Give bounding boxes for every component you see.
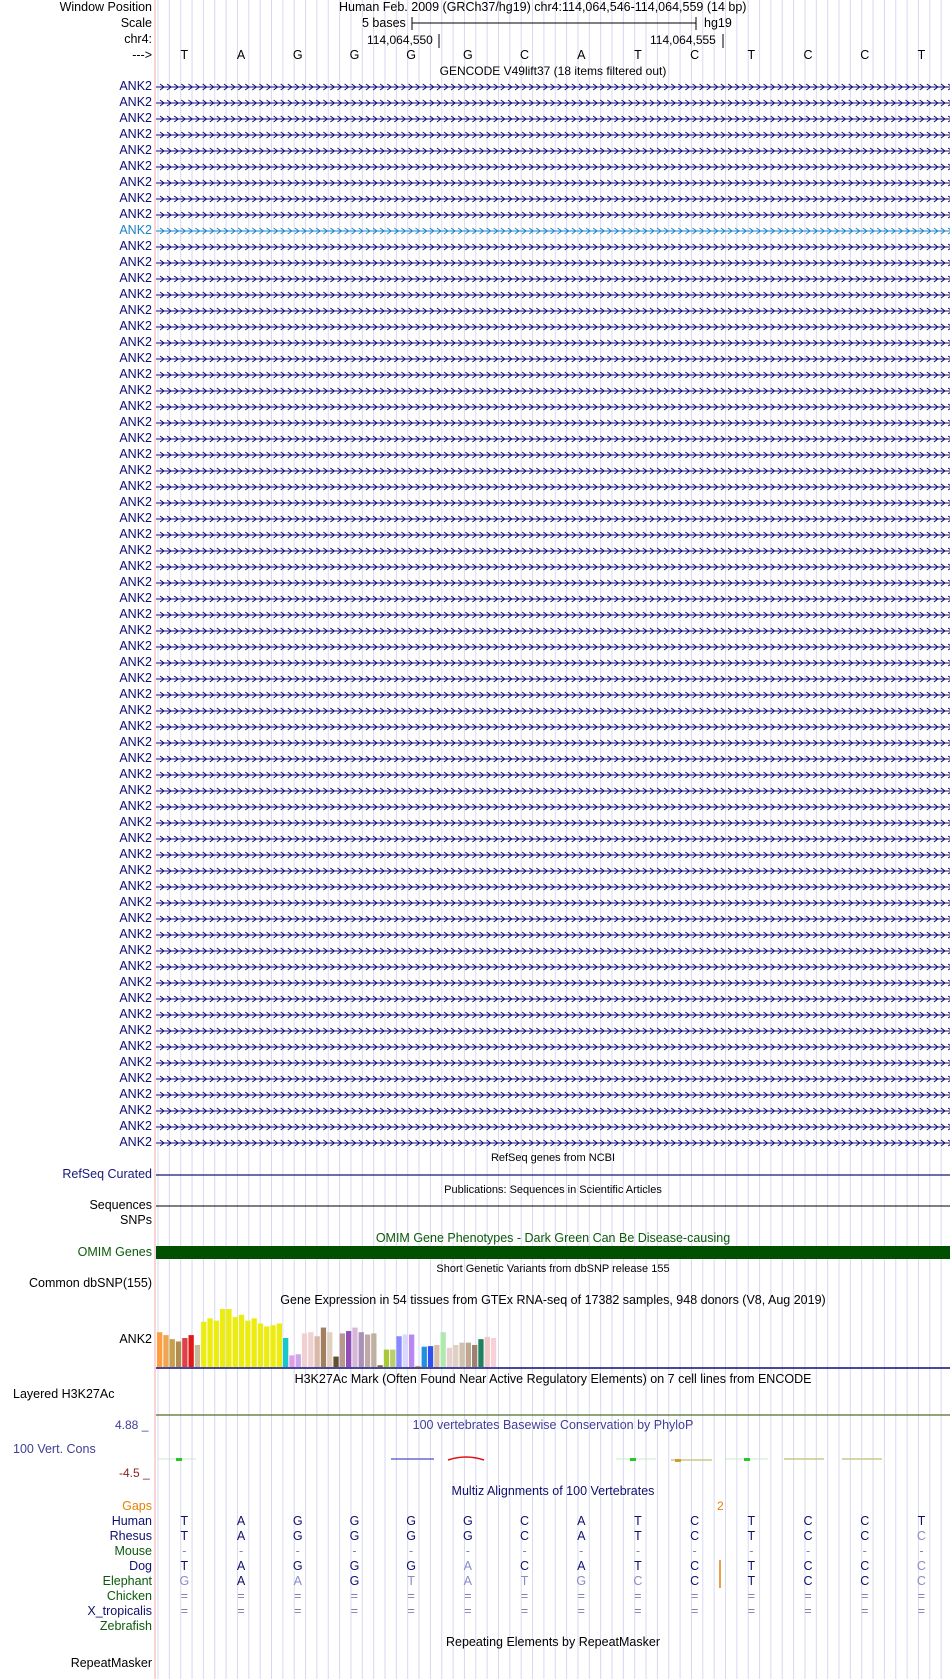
alignment-base: C (803, 1529, 813, 1543)
gtex-tissue-bar (308, 1332, 313, 1367)
base-letter: C (803, 48, 813, 62)
alignment-base: - (352, 1544, 357, 1558)
alignment-base: = (747, 1589, 755, 1603)
alignment-base: T (180, 1529, 189, 1543)
gencode-row-label[interactable]: ANK2 (119, 1023, 152, 1037)
alignment-base: - (805, 1544, 811, 1558)
gencode-row-label[interactable]: ANK2 (119, 639, 152, 653)
alignment-base: C (860, 1529, 870, 1543)
alignment-base: T (747, 1514, 756, 1528)
gencode-row-label[interactable]: ANK2 (119, 335, 152, 349)
gencode-row-label[interactable]: ANK2 (119, 911, 152, 925)
base-letter: G (349, 48, 360, 62)
alignment-base: C (860, 1514, 870, 1528)
gencode-row-label[interactable]: ANK2 (119, 479, 152, 493)
alignment-base: T (747, 1559, 756, 1573)
gencode-row-label[interactable]: ANK2 (119, 1135, 152, 1149)
gencode-row-label[interactable]: ANK2 (119, 799, 152, 813)
gencode-row-label[interactable]: ANK2 (119, 1039, 152, 1053)
alignment-base: = (917, 1589, 926, 1603)
alignment-base: - (635, 1544, 641, 1558)
base-letter: T (917, 48, 926, 62)
alignment-base: T (407, 1574, 415, 1588)
gencode-row-label[interactable]: ANK2 (119, 303, 152, 317)
gencode-row-label[interactable]: ANK2 (119, 847, 152, 861)
gencode-row-label[interactable]: ANK2 (119, 111, 152, 125)
alignment-base: G (349, 1529, 360, 1543)
gtex-tissue-bar (163, 1335, 168, 1367)
gencode-row-label[interactable]: ANK2 (119, 319, 152, 333)
alignment-base: A (463, 1559, 473, 1573)
alignment-base: = (237, 1589, 245, 1603)
sequences-label[interactable]: Sequences (89, 1198, 152, 1212)
alignment-base: C (520, 1559, 530, 1573)
gap-count: 2 (717, 1499, 724, 1513)
scale-text: 5 bases (362, 16, 406, 30)
alignment-base: = (861, 1604, 869, 1618)
alignment-base: C (916, 1559, 926, 1573)
gtex-tissue-bar (239, 1315, 244, 1367)
gencode-row-label[interactable]: ANK2 (119, 591, 152, 605)
h3k27ac-label[interactable]: Layered H3K27Ac (13, 1387, 115, 1401)
gencode-row-label[interactable]: ANK2 (119, 543, 152, 557)
position-right: 114,064,555 (650, 33, 716, 47)
alignment-base: - (409, 1544, 414, 1558)
base-letter: T (634, 48, 642, 62)
gtex-tissue-bar (415, 1366, 420, 1367)
alignment-base: = (861, 1589, 869, 1603)
alignment-base: G (349, 1574, 360, 1588)
gtex-track-title[interactable]: Gene Expression in 54 tissues from GTEx RNA-seq of 17382 samples, 948 donors (V8, Aug 2019) (280, 1293, 826, 1307)
gap-marker (718, 1560, 722, 1590)
gencode-row-label[interactable]: ANK2 (119, 287, 152, 301)
species-label[interactable]: Rhesus (109, 1529, 152, 1543)
gtex-tissue-bar (371, 1333, 376, 1367)
gtex-tissue-bar (252, 1318, 257, 1367)
gtex-tissue-bar (189, 1335, 194, 1367)
gtex-tissue-bar (302, 1333, 307, 1367)
species-label[interactable]: X_tropicalis (87, 1604, 152, 1618)
gtex-tissue-bar (453, 1345, 458, 1367)
alignment-base: C (860, 1574, 870, 1588)
gtex-tissue-bar (233, 1317, 238, 1367)
gtex-tissue-bar (214, 1321, 219, 1367)
gencode-row-label[interactable]: ANK2 (119, 223, 152, 237)
gencode-row-label[interactable]: ANK2 (119, 255, 152, 269)
gtex-tissue-bar (277, 1324, 282, 1368)
base-letter: G (462, 48, 473, 62)
gencode-row-label[interactable]: ANK2 (119, 1087, 152, 1101)
alignment-base: C (803, 1574, 813, 1588)
alignment-base: G (349, 1514, 360, 1528)
gtex-tissue-bar (258, 1324, 263, 1368)
gencode-row-label[interactable]: ANK2 (119, 751, 152, 765)
alignment-base: A (577, 1514, 586, 1528)
gencode-row-label[interactable]: ANK2 (119, 863, 152, 877)
gencode-row-label[interactable]: ANK2 (119, 879, 152, 893)
refseq-label[interactable]: RefSeq Curated (62, 1167, 152, 1181)
gencode-row-label[interactable]: ANK2 (119, 831, 152, 845)
gtex-tissue-bar (485, 1337, 490, 1367)
alignment-base: T (634, 1559, 642, 1573)
alignment-base: T (520, 1574, 529, 1588)
gtex-tissue-bar (176, 1341, 181, 1367)
phylop-label[interactable]: 100 Vert. Cons (13, 1442, 96, 1456)
alignment-base: C (520, 1529, 530, 1543)
base-letter: C (690, 48, 700, 62)
alignment-base: = (180, 1604, 188, 1618)
species-label[interactable]: Dog (129, 1559, 152, 1573)
gencode-row-label[interactable]: ANK2 (119, 895, 152, 909)
alignment-base: = (350, 1604, 359, 1618)
repeatmasker-label[interactable]: RepeatMasker (70, 1656, 152, 1670)
gencode-row-label[interactable]: ANK2 (119, 607, 152, 621)
gencode-row-label[interactable]: ANK2 (119, 495, 152, 509)
gencode-row-label[interactable]: ANK2 (119, 623, 152, 637)
gtex-tissue-bar (340, 1333, 345, 1367)
base-letter: G (406, 48, 416, 62)
gencode-row-label[interactable]: ANK2 (119, 671, 152, 685)
alignment-base: = (917, 1604, 926, 1618)
multiz-track-title[interactable]: Multiz Alignments of 100 Vertebrates (451, 1484, 655, 1498)
base-letter: G (292, 48, 303, 62)
gtex-tissue-bar (396, 1336, 401, 1367)
alignment-base: C (803, 1559, 813, 1573)
scale-label: Scale (120, 16, 152, 30)
gencode-row-label[interactable]: ANK2 (119, 767, 152, 781)
gencode-row-label[interactable]: ANK2 (119, 527, 152, 541)
gencode-row-label[interactable]: ANK2 (119, 159, 152, 173)
gtex-tissue-bar (346, 1331, 351, 1367)
db-name: hg19 (704, 16, 732, 30)
refseq-line[interactable] (156, 1168, 950, 1182)
alignment-base: A (236, 1574, 246, 1588)
gtex-tissue-bar (365, 1335, 370, 1367)
gtex-tissue-bar (459, 1343, 464, 1367)
omim-gene-bar[interactable] (156, 1246, 950, 1259)
gencode-row-label[interactable]: ANK2 (119, 383, 152, 397)
gencode-row-label[interactable]: ANK2 (119, 79, 152, 93)
gencode-row-label[interactable]: ANK2 (119, 415, 152, 429)
gtex-tissue-bar (327, 1332, 332, 1367)
gtex-tissue-bar (466, 1343, 471, 1367)
publications-track-title[interactable]: Publications: Sequences in Scientific Articles (444, 1184, 662, 1196)
alignment-base: G (292, 1514, 303, 1528)
alignment-base: G (576, 1574, 587, 1588)
gtex-tissue-bar (352, 1328, 357, 1367)
alignment-base: G (462, 1529, 473, 1543)
alignment-base: C (690, 1529, 700, 1543)
base-letter: T (747, 48, 756, 62)
gencode-row-label[interactable]: ANK2 (119, 95, 152, 109)
alignment-base: = (407, 1589, 415, 1603)
gtex-tissue-bar (296, 1354, 301, 1367)
alignment-base: G (292, 1559, 303, 1573)
base-letter: T (180, 48, 189, 62)
gencode-row-label[interactable]: ANK2 (119, 367, 152, 381)
gencode-row-label[interactable]: ANK2 (119, 575, 152, 589)
gtex-tissue-bar (264, 1326, 269, 1367)
alignment-base: C (690, 1514, 700, 1528)
base-letter: A (577, 48, 586, 62)
gencode-row-label[interactable]: ANK2 (119, 687, 152, 701)
strand-label: ---> (132, 48, 152, 62)
gencode-row-label[interactable]: ANK2 (119, 959, 152, 973)
gtex-tissue-bar (403, 1335, 408, 1367)
alignment-base: = (180, 1589, 188, 1603)
alignment-base: A (577, 1529, 586, 1543)
gtex-tissue-bar (390, 1350, 395, 1367)
gencode-row-label[interactable]: ANK2 (119, 783, 152, 797)
gencode-row-label[interactable]: ANK2 (119, 943, 152, 957)
alignment-base: = (350, 1589, 359, 1603)
gencode-row-label[interactable]: ANK2 (119, 1055, 152, 1069)
alignment-base: = (520, 1589, 529, 1603)
alignment-base: G (406, 1514, 416, 1528)
repeatmasker-track-title[interactable]: Repeating Elements by RepeatMasker (445, 1635, 660, 1649)
gencode-row-label[interactable]: ANK2 (119, 239, 152, 253)
alignment-base: - (862, 1544, 867, 1558)
gencode-row-label[interactable]: ANK2 (119, 719, 152, 733)
gencode-row-label[interactable]: ANK2 (119, 735, 152, 749)
alignment-base: C (916, 1529, 926, 1543)
gtex-tissue-bar (428, 1346, 433, 1367)
alignment-base: - (465, 1544, 470, 1558)
refseq-track-title[interactable]: RefSeq genes from NCBI (490, 1152, 616, 1164)
alignment-base: = (634, 1589, 642, 1603)
species-label[interactable]: Zebrafish (99, 1619, 152, 1633)
alignment-base: = (294, 1589, 302, 1603)
gtex-tissue-bar (226, 1309, 231, 1367)
gtex-tissue-bar (472, 1345, 477, 1367)
alignment-base: = (804, 1589, 812, 1603)
gtex-label[interactable]: ANK2 (119, 1332, 152, 1346)
alignment-base: - (749, 1544, 754, 1558)
assembly-position[interactable]: Human Feb. 2009 (GRCh37/hg19) chr4:114,064,546-114,064,559 (14 bp) (339, 0, 747, 14)
h3k27ac-baseline (156, 1410, 950, 1416)
gtex-tissue-bar (182, 1338, 187, 1367)
alignment-base: C (916, 1574, 926, 1588)
alignment-base: T (180, 1559, 189, 1573)
gencode-row-label[interactable]: ANK2 (119, 991, 152, 1005)
alignment-base: - (238, 1544, 244, 1558)
gencode-row-label[interactable]: ANK2 (119, 559, 152, 573)
gtex-tissue-bar (195, 1345, 200, 1367)
gtex-tissue-bar (207, 1318, 212, 1367)
alignment-base: A (577, 1559, 586, 1573)
gencode-row-label[interactable]: ANK2 (119, 1103, 152, 1117)
alignment-base: C (690, 1559, 700, 1573)
species-label[interactable]: Chicken (106, 1589, 152, 1603)
gtex-tissue-bar (422, 1347, 427, 1367)
gtex-tissue-bar (359, 1332, 364, 1367)
alignment-base: G (292, 1529, 303, 1543)
alignment-base: - (692, 1544, 697, 1558)
alignment-base: G (349, 1559, 360, 1573)
gtex-expression-chart[interactable] (156, 1307, 950, 1369)
alignment-base: A (236, 1559, 246, 1573)
gencode-row-label[interactable]: ANK2 (119, 271, 152, 285)
alignment-base: = (690, 1589, 699, 1603)
species-label[interactable]: Mouse (114, 1544, 152, 1558)
alignment-base: T (634, 1514, 642, 1528)
gtex-tissue-bar (434, 1345, 439, 1367)
phylop-signal[interactable] (156, 1450, 950, 1480)
alignment-base: - (579, 1544, 584, 1558)
gtex-tissue-bar (220, 1309, 225, 1367)
base-letter: C (860, 48, 870, 62)
gtex-tissue-bar (333, 1357, 338, 1367)
gencode-row-label[interactable]: ANK2 (119, 143, 152, 157)
gtex-tissue-bar (378, 1365, 383, 1367)
dbsnp-label[interactable]: Common dbSNP(155) (29, 1276, 152, 1290)
alignment-base: - (182, 1544, 187, 1558)
gtex-tissue-bar (245, 1321, 250, 1367)
gencode-row-label[interactable]: ANK2 (119, 175, 152, 189)
phylop-max: 4.88 _ (115, 1418, 149, 1432)
alignment-base: - (522, 1544, 527, 1558)
alignment-base: = (634, 1604, 642, 1618)
alignment-base: C (520, 1514, 530, 1528)
alignment-base: = (690, 1604, 699, 1618)
gtex-tissue-bar (170, 1339, 175, 1367)
alignment-base: = (464, 1604, 472, 1618)
gencode-row-label[interactable]: ANK2 (119, 815, 152, 829)
alignment-base: = (464, 1589, 472, 1603)
alignment-base: - (295, 1544, 300, 1558)
gencode-row-label[interactable]: ANK2 (119, 191, 152, 205)
alignment-base: A (236, 1529, 246, 1543)
gtex-tissue-bar (157, 1332, 162, 1367)
species-label[interactable]: Human (111, 1514, 152, 1528)
alignment-base: C (803, 1514, 813, 1528)
gencode-row-label[interactable]: ANK2 (119, 431, 152, 445)
gtex-tissue-bar (289, 1355, 294, 1367)
h3k27ac-track-title[interactable]: H3K27Ac Mark (Often Found Near Active Regulatory Elements) on 7 cell lines from ENCODE (294, 1372, 812, 1386)
alignment-base: T (747, 1529, 756, 1543)
gencode-row-label[interactable]: ANK2 (119, 447, 152, 461)
alignment-base: A (236, 1514, 246, 1528)
gtex-tissue-bar (315, 1336, 320, 1367)
alignment-base: T (917, 1514, 926, 1528)
gtex-tissue-bar (447, 1348, 452, 1367)
alignment-base: = (407, 1604, 415, 1618)
omim-label[interactable]: OMIM Genes (77, 1245, 152, 1259)
alignment-base: G (179, 1574, 190, 1588)
alignment-base: = (520, 1604, 529, 1618)
gtex-tissue-bar (283, 1338, 288, 1367)
gencode-row-label[interactable]: ANK2 (119, 463, 152, 477)
alignment-base: = (747, 1604, 755, 1618)
alignment-base: = (237, 1604, 245, 1618)
publications-line[interactable] (156, 1199, 950, 1213)
gencode-row-label[interactable]: ANK2 (119, 351, 152, 365)
alignment-base: G (406, 1529, 416, 1543)
base-letter: C (520, 48, 530, 62)
alignment-base: C (860, 1559, 870, 1573)
alignment-base: = (577, 1589, 585, 1603)
gencode-row-label[interactable]: ANK2 (119, 1119, 152, 1133)
gencode-row-label[interactable]: ANK2 (119, 655, 152, 669)
gtex-tissue-bar (441, 1332, 446, 1367)
phylop-track-title[interactable]: 100 vertebrates Basewise Conservation by PhyloP (412, 1418, 694, 1432)
alignment-base: A (463, 1574, 473, 1588)
window-position-label: Window Position (59, 0, 152, 14)
alignment-base: T (634, 1529, 642, 1543)
alignment-base: G (462, 1514, 473, 1528)
alignment-base: = (294, 1604, 302, 1618)
gencode-row-label[interactable]: ANK2 (119, 399, 152, 413)
gencode-row-label[interactable]: ANK2 (119, 127, 152, 141)
alignment-base: T (747, 1574, 756, 1588)
alignment-base: C (633, 1574, 643, 1588)
gencode-row-label[interactable]: ANK2 (119, 1007, 152, 1021)
gtex-tissue-bar (384, 1350, 389, 1367)
chrom-label: chr4: (124, 32, 152, 46)
dbsnp-track-title[interactable]: Short Genetic Variants from dbSNP release 155 (436, 1263, 670, 1275)
alignment-base: - (919, 1544, 924, 1558)
gencode-row-label[interactable]: ANK2 (119, 975, 152, 989)
gtex-tissue-bar (270, 1325, 275, 1367)
gencode-row-label[interactable]: ANK2 (119, 1071, 152, 1085)
alignment-base: T (180, 1514, 189, 1528)
phylop-min: -4.5 _ (119, 1466, 150, 1480)
gtex-tissue-bar (478, 1339, 483, 1367)
gtex-tissue-bar (201, 1322, 206, 1367)
gencode-row-label[interactable]: ANK2 (119, 927, 152, 941)
gencode-row-label[interactable]: ANK2 (119, 703, 152, 717)
gencode-track-title[interactable]: GENCODE V49lift37 (18 items filtered out) (439, 64, 667, 78)
alignment-base: C (690, 1574, 700, 1588)
gaps-label[interactable]: Gaps (122, 1499, 152, 1513)
species-label[interactable]: Elephant (102, 1574, 152, 1588)
omim-track-title[interactable]: OMIM Gene Phenotypes - Dark Green Can Be Disease-causing (375, 1231, 731, 1245)
alignment-base: G (406, 1559, 416, 1573)
gtex-tissue-bar (491, 1338, 496, 1367)
gtex-tissue-bar (321, 1328, 326, 1367)
alignment-base: = (577, 1604, 585, 1618)
snps-label[interactable]: SNPs (120, 1213, 152, 1227)
gencode-row-label[interactable]: ANK2 (119, 511, 152, 525)
base-letter: A (236, 48, 246, 62)
gtex-tissue-bar (409, 1335, 414, 1367)
gencode-row-label[interactable]: ANK2 (119, 207, 152, 221)
position-left: 114,064,550 (367, 33, 433, 47)
alignment-base: = (804, 1604, 812, 1618)
alignment-base: A (293, 1574, 302, 1588)
